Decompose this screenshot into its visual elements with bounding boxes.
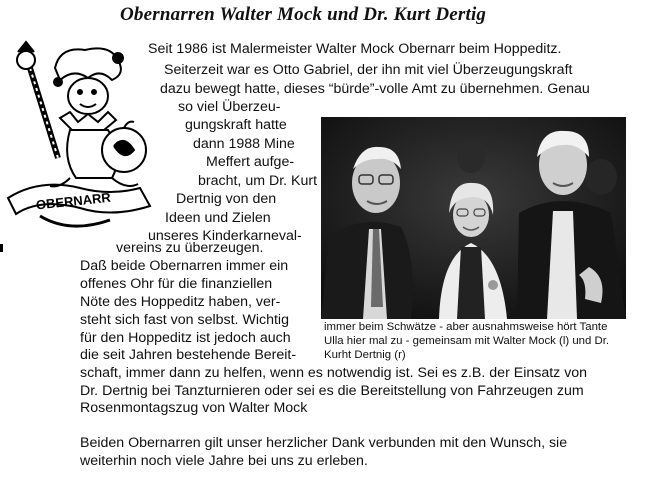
article-line: Rosenmontagszug von Walter Mock <box>80 400 308 416</box>
article-line: Seiterzeit war es Otto Gabriel, der ihn mit viel Überzeugungskraft <box>164 62 573 78</box>
article-line: Meffert aufge- <box>206 154 295 170</box>
article-line: Beiden Obernarren gilt unser herzlicher Dank verbunden mit den Wunsch, sie <box>80 435 568 451</box>
photo-caption <box>324 320 624 362</box>
article-line: bracht, um Dr. Kurt <box>198 173 318 189</box>
article-line: Nöte des Hoppeditz haben, ver- <box>80 294 281 310</box>
article-line: unseres Kinderkarneval- <box>148 228 302 244</box>
group-photo <box>321 117 626 319</box>
article-line: so viel Überzeu- <box>178 99 281 115</box>
article-line: dann 1988 Mine <box>193 136 295 152</box>
article-line: für den Hoppeditz ist jedoch auch <box>80 330 291 346</box>
article-line: dazu bewegt hatte, dieses “bürde”-volle Amt zu übernehmen. Genau <box>160 81 590 97</box>
article-line: offenes Ohr für die finanziellen <box>80 276 273 292</box>
article-line: weiterhin noch viele Jahre bei uns zu erleben. <box>80 453 368 469</box>
article-line: Ideen und Zielen <box>165 210 271 226</box>
article-line: vereins zu überzeugen. <box>116 240 264 256</box>
article-line: schaft, immer dann zu helfen, wenn es notwendig ist. Sei es z.B. der Einsatz von <box>80 365 588 381</box>
caption-line: Ulla hier mal zu - gemeinsam mit Walter Mock (l) und Dr. <box>324 335 610 347</box>
article-line: gungskraft hatte <box>185 117 287 133</box>
caption-line: immer beim Schwätze - aber ausnahmsweise hört Tante <box>324 321 608 333</box>
caption-line: Kurht Dertnig (r) <box>324 349 406 361</box>
page-title: Obernarren Walter Mock und Dr. Kurt Dertig <box>120 4 487 25</box>
article-line: steht sich fast von selbst. Wichtig <box>80 312 289 328</box>
article-line: Daß beide Obernarren immer ein <box>80 258 289 274</box>
svg-text:OBERNARR: OBERNARR <box>35 189 112 213</box>
article-line: Dr. Dertnig bei Tanzturnieren oder sei es die Bereitstellung von Fahrzeugen zum <box>80 383 584 399</box>
article-line: Dertnig von den <box>176 191 277 207</box>
article-line: die seit Jahren bestehende Bereit- <box>80 347 297 363</box>
obernarr-jester-emblem-icon <box>0 38 160 233</box>
article-line: Seit 1986 ist Malermeister Walter Mock Obernarr beim Hoppeditz. <box>148 41 562 57</box>
edge-mark <box>0 244 3 252</box>
